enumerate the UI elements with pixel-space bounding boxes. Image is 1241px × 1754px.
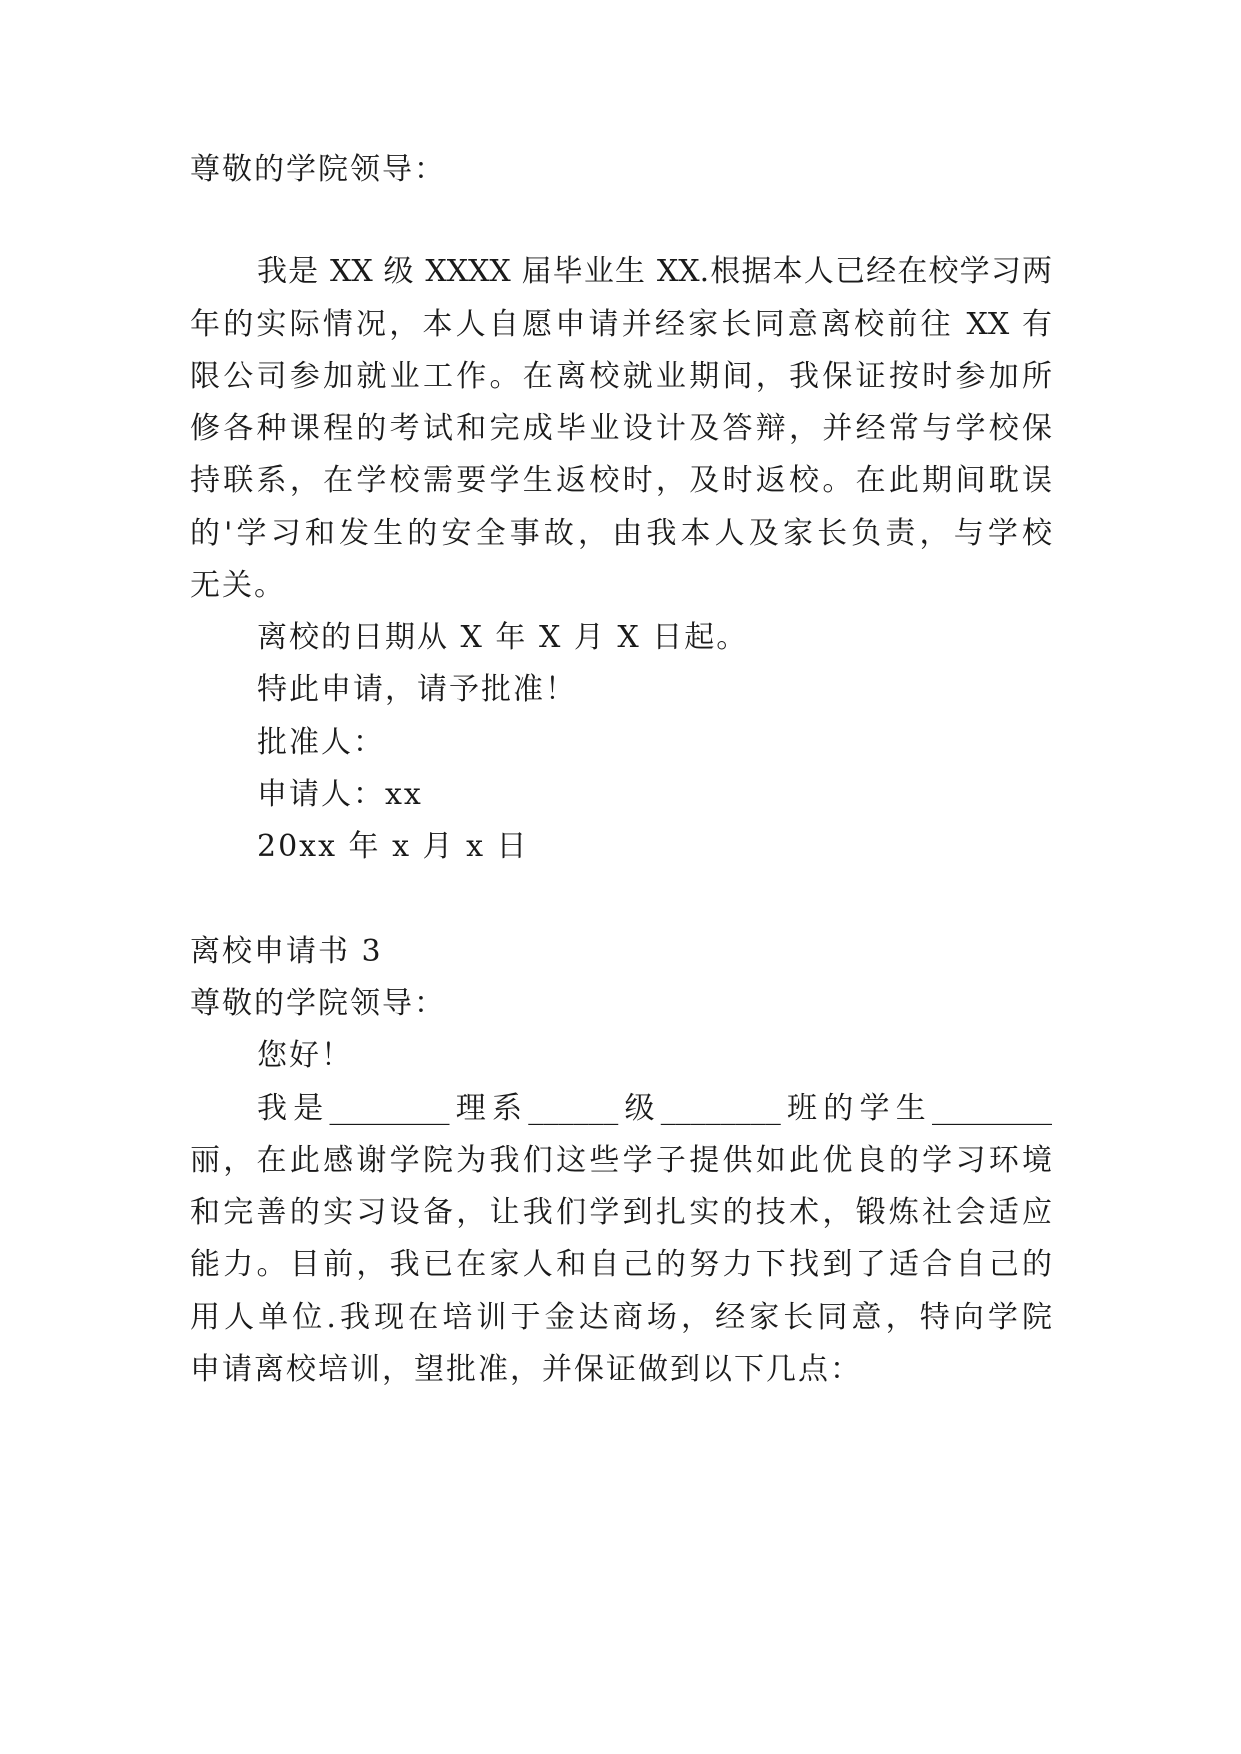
body-line: 能力。目前，我已在家人和自己的努力下找到了适合自己的 (190, 1247, 1052, 1282)
leave-date: 离校的日期从 X 年 X 月 X 日起。 (257, 620, 749, 655)
body-line: 持联系，在学校需要学生返校时，及时返校。在此期间耽误 (190, 463, 1052, 498)
body-line-last: 申请离校培训，望批准，并保证做到以下几点： (190, 1352, 862, 1387)
section-title: 离校申请书 3 (190, 934, 383, 969)
body-line: 的'学习和发生的安全事故，由我本人及家长负责，与学校 (190, 516, 1052, 551)
body-line: 和完善的实习设备，让我们学到扎实的技术，锻炼社会适应 (190, 1195, 1052, 1230)
salutation: 尊敬的学院领导： (190, 152, 446, 187)
body-line: 限公司参加就业工作。在离校就业期间，我保证按时参加所 (190, 359, 1052, 394)
greeting: 您好！ (257, 1038, 353, 1073)
body-line-last: 无关。 (190, 568, 286, 603)
body-line: 用人单位.我现在培训于金达商场，经家长同意，特向学院 (190, 1300, 1052, 1335)
approver-label: 批准人： (257, 725, 385, 760)
body-line: 修各种课程的考试和完成毕业设计及答辩，并经常与学校保 (190, 411, 1052, 446)
body-line: 年的实际情况，本人自愿申请并经家长同意离校前往 XX 有 (190, 307, 1052, 342)
body-line: 我是________理系______级________班的学生________ (257, 1091, 1052, 1126)
applicant-label: 申请人：xx (257, 777, 423, 812)
body-line: 丽，在此感谢学院为我们这些学子提供如此优良的学习环境 (190, 1143, 1052, 1178)
salutation: 尊敬的学院领导： (190, 986, 446, 1021)
closing-request: 特此申请，请予批准！ (257, 672, 577, 707)
signature-date: 20xx 年 x 月 x 日 (257, 829, 529, 864)
body-line: 我是 XX 级 XXXX 届毕业生 XX.根据本人已经在校学习两 (257, 254, 1052, 289)
